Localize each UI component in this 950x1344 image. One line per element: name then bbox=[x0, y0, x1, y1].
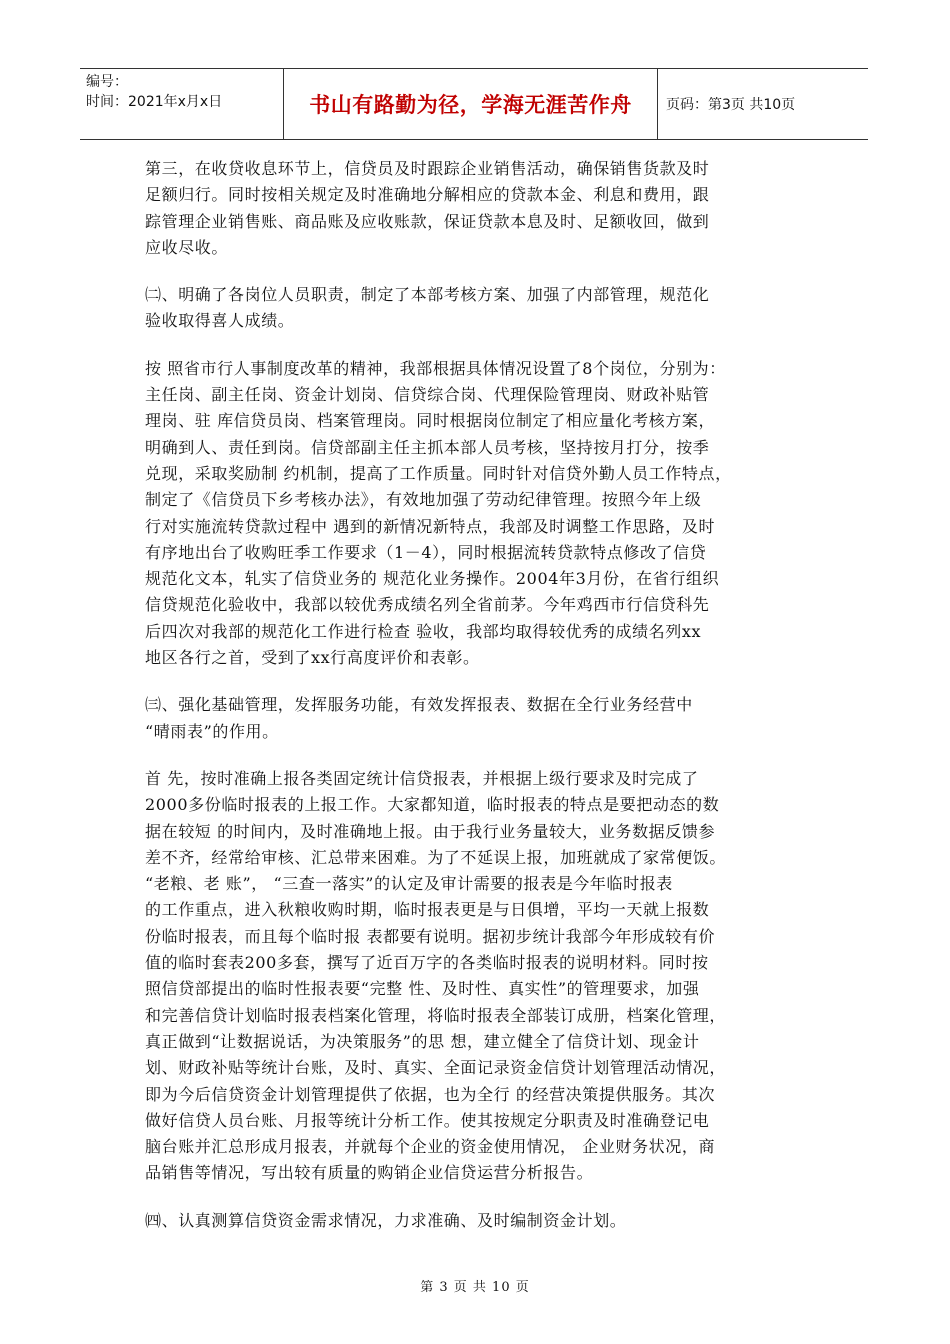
section-heading-2: ㈡、明确了各岗位人员职责，制定了本部考核方案、加强了内部管理，规范化 验收取得喜人成绩。 bbox=[145, 285, 710, 331]
header-number-label: 编号： bbox=[86, 74, 128, 90]
document-header bbox=[80, 68, 868, 140]
page-footer: 第 3 页 共 10 页 bbox=[420, 1280, 530, 1295]
section-heading-4: ㈣、认真测算信贷资金需求情况，力求准确、及时编制资金计划。 bbox=[145, 1210, 627, 1230]
paragraph-collection-step: 第三，在收贷收息环节上，信贷员及时跟踪企业销售活动，确保销售货款及时 足额归行。同时按相关规定及时准确地分解相应的贷款本金、利息和费用，跟 踪管理企业销售账、商品账及应收账款，保证贷款本息及时、足额收回，做到 应收尽收。 bbox=[145, 159, 710, 257]
header-time-label: 时间：2021年x月x日 bbox=[86, 94, 223, 110]
section-heading-3: ㈢、强化基础管理，发挥服务功能，有效发挥报表、数据在全行业务经营中 “晴雨表”的作用。 bbox=[145, 695, 693, 741]
paragraph-positions: 按 照省市行人事制度改革的精神，我部根据具体情况设置了8个岗位，分别为： 主任岗、副主任岗、资金计划岗、信贷综合岗、代理保险管理岗、财政补贴管 理岗、驻 库信贷员岗、档案管理岗。同时根据岗位制定了相应量化考核方案， 明确到人、责任到岗。信贷部副主任主抓本部人员考核，坚持按月打分，按季 兑现，采取奖励制 约机制，提高了工作质量。同时针对信贷外勤人员工作特点， 制定了《信贷员下乡考核办法》，有效地加强了劳动纪律管理。按照今年上级 行对实施流转贷款过程中 遇到的新情况新特点，我部及时调整工作思路，及时 有序地出台了收购旺季工作要求（1－4），同时根据流转贷款特点修改了信贷 规范化文本，轧实了信贷业务的 规范化业务操作。2004年3月份，在省行组织 信贷规范化验收中，我部以较优秀成绩名列全省前茅。今年鸡西市行信贷科先 后四次对我部的规范化工作进行检查 验收，我部均取得较优秀的成绩名列xx 地区各行之首，受到了xx行高度评价和表彰。 bbox=[145, 358, 732, 668]
document-body bbox=[145, 156, 805, 1234]
header-motto: 书山有路勤为径，学海无涯苦作舟 bbox=[284, 69, 658, 139]
header-meta bbox=[80, 69, 284, 139]
header-page-label: 页码：第3页 共10页 bbox=[666, 97, 796, 113]
paragraph-reports: 首 先，按时准确上报各类固定统计信贷报表，并根据上级行要求及时完成了 2000多份临时报表的上报工作。大家都知道，临时报表的特点是要把动态的数 据在较短 的时间内，及时准确地上报。由于我行业务量较大，业务数据反馈参 差不齐，经常给审核、汇总带来困难。为了不延误上报，加班就成了家常便饭。 “老粮、老 账”， “三查一落实”的认定及审计需要的报表是今年临时报表 的工作重点，进入秋粮收购时期，临时报表更是与日俱增，平均一天就上报数 份临时报表，而且每个临时报 表都要有说明。据初步统计我部今年形成较有价 值的临时套表200多套，撰写了近百万字的各类临时报表的说明材料。同时按 照信贷部提出的临时性报表要“完整 性、及时性、真实性”的管理要求，加强 和完善信贷计划临时报表档案化管理，将临时报表全部装订成册，档案化管理， 真正做到“让数据说话，为决策服务”的思 想，建立健全了信贷计划、现金计 划、财政补贴等统计台账，及时、真实、全面记录资金信贷计划管理活动情况， 即为今后信贷资金计划管理提供了依据，也为全行 的经营决策提供服务。其次 做好信贷人员台账、月报等统计分析工作。使其按规定分职责及时准确登记电 脑台账并汇总形成月报表，并就每个企业的资金使用情况， 企业财务状况，商 品销售等情况，写出较有质量的购销企业信贷运营分析报告。 bbox=[145, 768, 727, 1183]
